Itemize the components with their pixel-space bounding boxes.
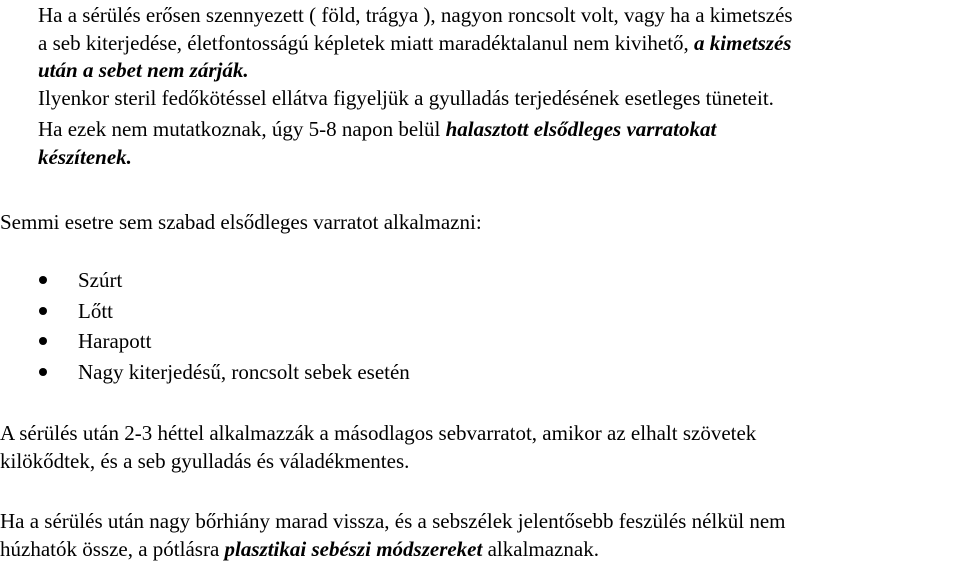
paragraph-line xyxy=(38,144,132,170)
list-item-label: Szúrt xyxy=(78,268,123,292)
emphasis-text: halasztott elsődleges varratokat xyxy=(445,117,717,141)
paragraph-line xyxy=(38,57,249,83)
text-span: a seb kiterjedése, életfontosságú képletek miatt maradéktalanul nem kivihető, xyxy=(38,31,689,55)
paragraph-line xyxy=(0,209,482,235)
text-span: Ha a sérülés erősen szennyezett ( föld, trágya ), nagyon roncsolt volt, vagy ha a kimetszés xyxy=(38,3,793,27)
text-span: húzhatók össze, a pótlásra xyxy=(0,537,220,561)
list-item-label: Harapott xyxy=(78,329,152,353)
emphasis-text: plasztikai sebészi módszereket xyxy=(224,537,483,561)
paragraph-line xyxy=(0,448,409,474)
text-span: A sérülés után 2-3 héttel alkalmazzák a másodlagos sebvarratot, amikor az elhalt szövetek xyxy=(0,421,757,445)
text-span: Ha ezek nem mutatkoznak, úgy 5-8 napon belül xyxy=(38,117,441,141)
emphasis-text: készítenek. xyxy=(38,145,132,169)
list-item-label: Lőtt xyxy=(78,299,113,323)
paragraph-line xyxy=(38,85,774,111)
paragraph-line xyxy=(38,2,793,28)
emphasis-text: a kimetszés xyxy=(694,31,792,55)
emphasis-text: után a sebet nem zárják. xyxy=(38,58,249,82)
text-span: Ilyenkor steril fedőkötéssel ellátva figyeljük a gyulladás terjedésének esetleges tüneteit. xyxy=(38,86,774,110)
list-item-label: Nagy kiterjedésű, roncsolt sebek esetén xyxy=(78,360,410,384)
text-span: kilökődtek, és a seb gyulladás és váladékmentes. xyxy=(0,449,410,473)
bullet-icon xyxy=(39,368,47,376)
paragraph-line xyxy=(38,116,716,142)
text-span: alkalmaznak. xyxy=(487,537,599,561)
paragraph-line xyxy=(0,420,756,446)
bullet-icon xyxy=(39,276,47,284)
paragraph-line xyxy=(0,508,785,534)
text-span: Ha a sérülés után nagy bőrhiány marad vissza, és a sebszélek jelentősebb feszülés nélkül nem xyxy=(0,509,786,533)
list-intro: Semmi esetre sem szabad elsődleges varratot alkalmazni: xyxy=(0,210,482,234)
paragraph-line xyxy=(38,30,791,56)
paragraph-line xyxy=(0,536,599,562)
bullet-icon xyxy=(39,337,47,345)
bullet-icon xyxy=(39,307,47,315)
